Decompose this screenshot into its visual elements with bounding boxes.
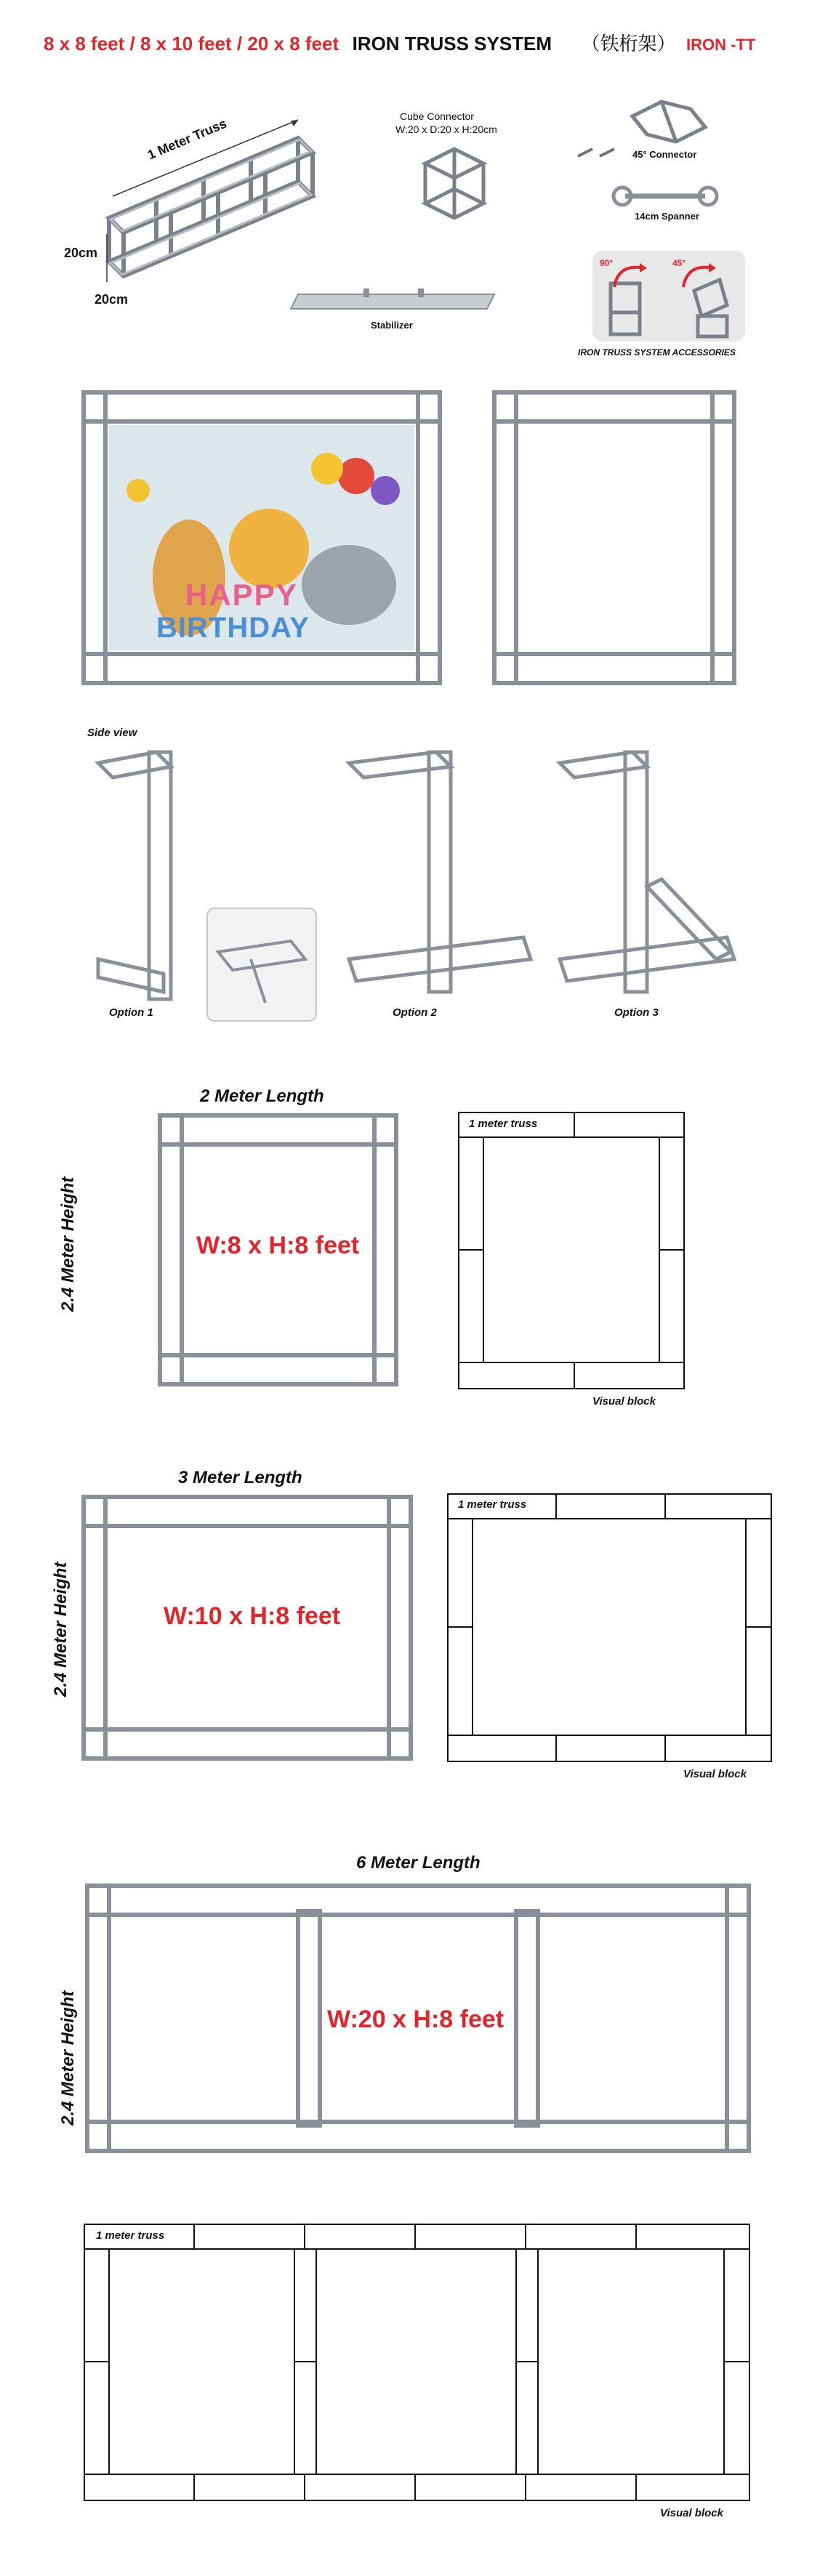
frame2-visual-block: [447, 1493, 772, 1762]
frame1-truss-label: 1 meter truss: [469, 1118, 538, 1130]
frame1-height-label: 2.4 Meter Height: [58, 1176, 78, 1312]
frame1-size-label: W:8 x H:8 feet: [196, 1232, 360, 1259]
frame2-visual-block-label: Visual block: [683, 1768, 747, 1780]
option1-label: Option 1: [109, 1006, 153, 1019]
frame3-visual-block: [84, 2224, 750, 2501]
frame2-length-label: 3 Meter Length: [178, 1468, 302, 1487]
title-chinese: （铁桁架）: [581, 33, 676, 54]
option3-label: Option 3: [614, 1006, 659, 1019]
accessories-label: IRON TRUSS SYSTEM ACCESSORIES: [578, 347, 736, 358]
frame3-length-label: 6 Meter Length: [356, 1853, 481, 1873]
angle-90-label: 90°: [600, 258, 614, 268]
frame2-truss-label: 1 meter truss: [458, 1498, 527, 1511]
spanner-label: 14cm Spanner: [635, 211, 699, 222]
truss-width-label: 20cm: [95, 292, 129, 307]
title-code: IRON -TT: [686, 36, 756, 54]
banner-text-happy: HAPPY: [185, 578, 298, 612]
cube-connector-dims: W:20 x D:20 x H:20cm: [395, 124, 497, 135]
option1-illustration: [91, 741, 323, 1025]
frame2-size-label: W:10 x H:8 feet: [164, 1602, 341, 1630]
bolt-icon: [574, 142, 618, 163]
stabilizer-label: Stabilizer: [371, 320, 413, 331]
spanner-icon: [611, 182, 720, 211]
option3-illustration: [552, 741, 741, 996]
page-title: [44, 29, 778, 58]
frame1-visual-block: [458, 1112, 685, 1389]
cube-connector-title: Cube Connector: [400, 110, 474, 122]
cube-connector-icon: [418, 145, 491, 225]
frame3-height-label: 2.4 Meter Height: [58, 1990, 78, 2125]
frame3-truss-label: 1 meter truss: [96, 2229, 165, 2242]
side-view-label: Side view: [87, 727, 137, 739]
angle-45-label: 45°: [672, 258, 686, 268]
frame1-visual-block-label: Visual block: [592, 1395, 656, 1408]
curved-arrow-icon: [607, 262, 651, 291]
frame3-size-label: W:20 x H:8 feet: [327, 2006, 505, 2033]
title-system: IRON TRUSS SYSTEM: [352, 33, 552, 54]
dimension-line: [103, 233, 110, 283]
truss-height-label: 20cm: [64, 246, 98, 260]
banner-text-birthday: BIRTHDAY: [156, 612, 310, 644]
truss-frame-empty: [491, 389, 738, 687]
frame3-visual-block-label: Visual block: [660, 2507, 723, 2519]
option2-illustration: [342, 741, 538, 996]
connector45-label: 45° Connector: [632, 149, 697, 160]
corner-connector-icon: [618, 87, 720, 153]
frame2-height-label: 2.4 Meter Height: [51, 1562, 71, 1697]
stabilizer-icon: [284, 287, 502, 316]
truss-length-label: 1 Meter Truss: [145, 116, 229, 163]
title-sizes: 8 x 8 feet / 8 x 10 feet / 20 x 8 feet: [44, 33, 339, 54]
frame1-length-label: 2 Meter Length: [200, 1086, 324, 1106]
option2-label: Option 2: [393, 1006, 437, 1019]
